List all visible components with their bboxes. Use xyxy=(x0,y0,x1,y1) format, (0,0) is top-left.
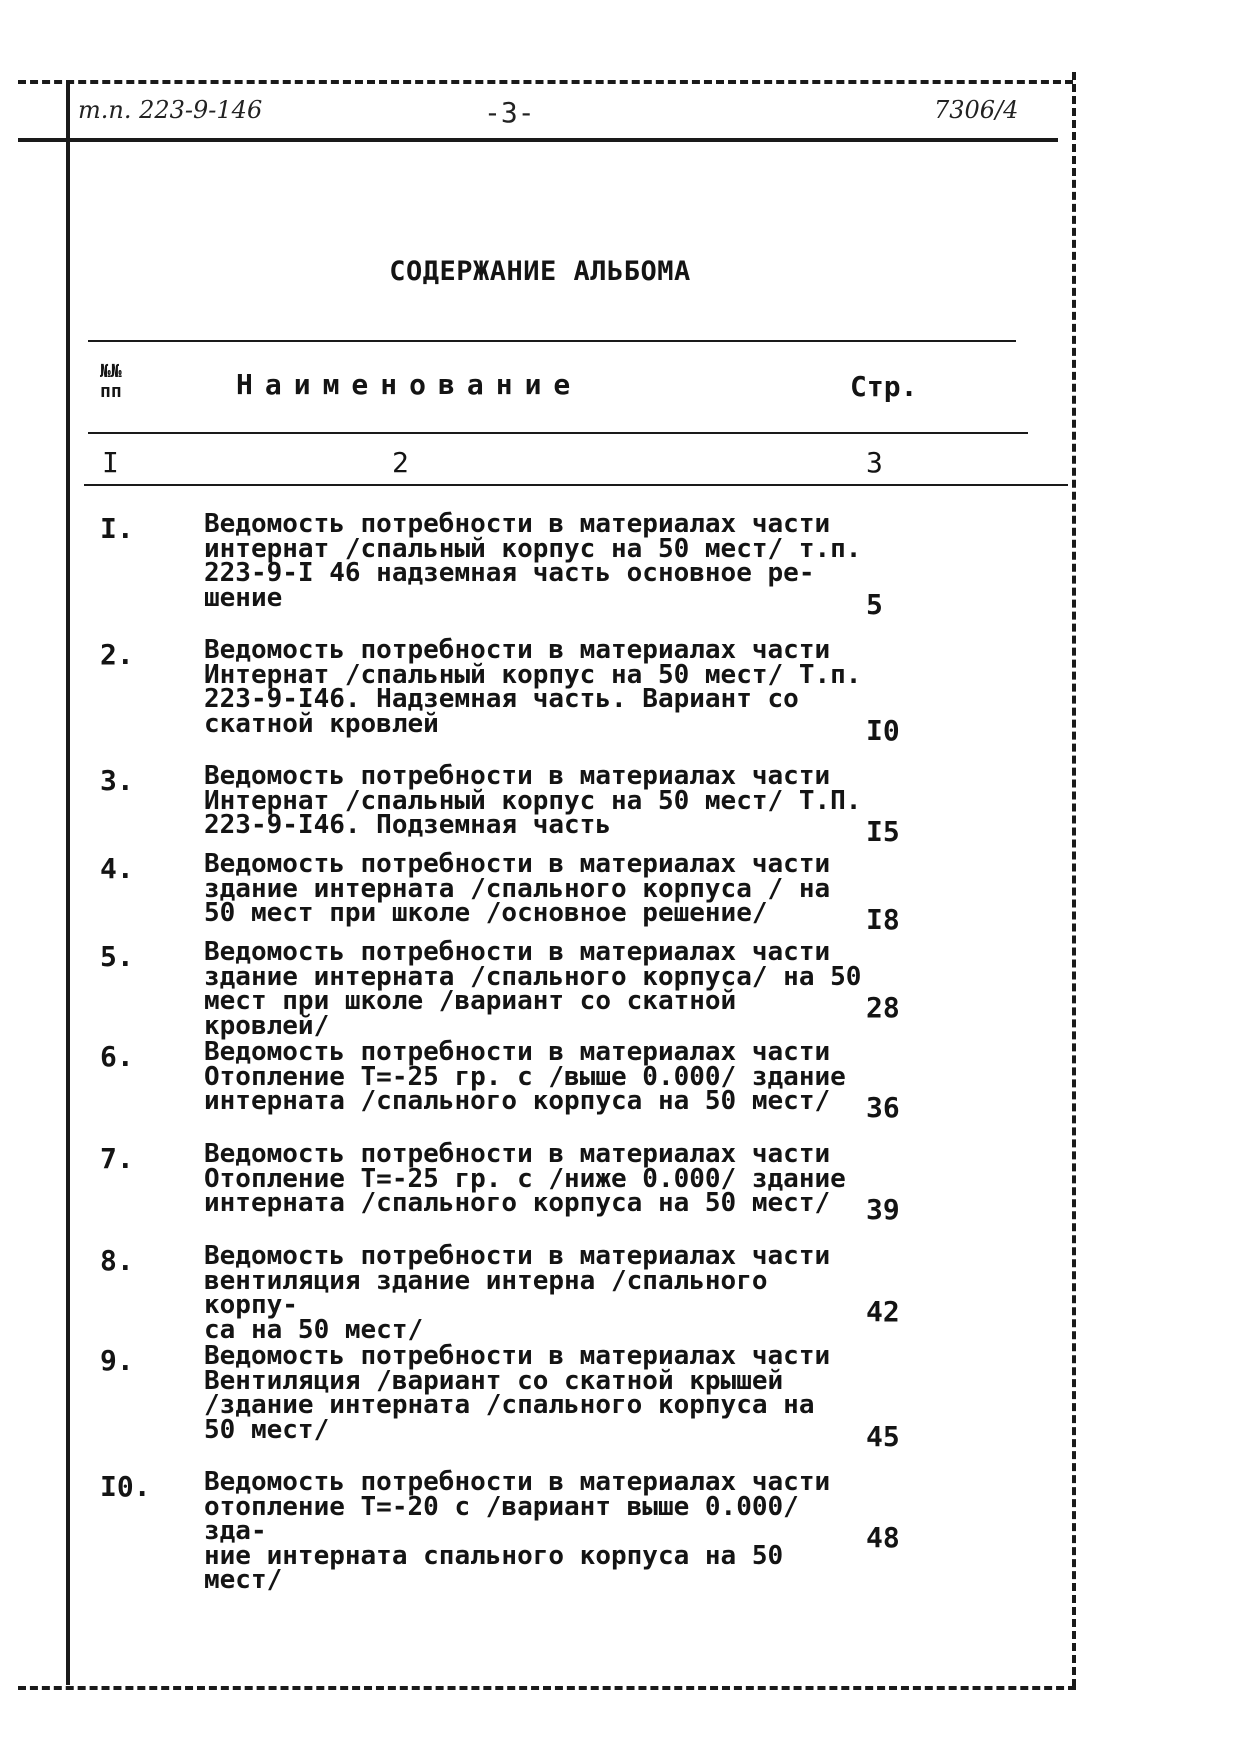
entry-number: 4. xyxy=(100,852,134,885)
entry-number: I0. xyxy=(100,1470,151,1503)
column-number-2: 2 xyxy=(392,446,409,479)
column-header-name: Наименование xyxy=(236,368,583,401)
frame-top-rule xyxy=(18,138,1058,142)
entry-page-number: 42 xyxy=(866,1295,900,1328)
entry-number: 9. xyxy=(100,1344,134,1377)
column-header-number: №№ пп xyxy=(100,361,122,402)
entry-title: Ведомость потребности в материалах части Отопление Т=-25 гр. с /ниже 0.000/ здание интерната /спального корпуса на 50 мест/ xyxy=(204,1139,846,1218)
entry-number: 6. xyxy=(100,1040,134,1073)
entry-number: 3. xyxy=(100,764,134,797)
column-number-3: 3 xyxy=(866,446,883,479)
entry-number: 5. xyxy=(100,940,134,973)
entry-title: Ведомость потребности в материалах части Интернат /спальный корпус на 50 мест/ Т.п. 223-9-I46. Надземная часть. Вариант со скатной кровлей xyxy=(204,635,862,739)
entry-page-number: 5 xyxy=(866,587,883,621)
entry-page-number: 28 xyxy=(866,991,900,1024)
page-number: -3- xyxy=(484,96,535,129)
page-title: СОДЕРЖАНИЕ АЛЬБОМА xyxy=(389,256,691,287)
entry-title: Ведомость потребности в материалах части интернат /спальный корпус на 50 мест/ т.п. 223-9-I 46 надземная часть основное ре- шение xyxy=(204,509,862,613)
entry-number: 7. xyxy=(100,1142,134,1175)
table-top-rule xyxy=(88,340,1016,342)
entry-page-number: 48 xyxy=(866,1521,900,1554)
table-header-rule xyxy=(88,432,1028,434)
entry-page-number: I5 xyxy=(866,815,900,848)
entry-title: Ведомость потребности в материалах части вентиляция здание интерна /спального корпу- са на 50 мест/ xyxy=(204,1241,831,1345)
column-number-1: I xyxy=(102,446,119,479)
entry-title: Ведомость потребности в материалах части Вентиляция /вариант со скатной крышей /здание интерната /спального корпуса на 50 мест/ xyxy=(204,1341,831,1445)
entry-title: Ведомость потребности в материалах части здание интерната /спального корпуса/ на 50 мест при школе /вариант со скатной кровлей/ xyxy=(204,937,862,1041)
entry-page-number: I0 xyxy=(866,713,900,747)
frame-left-border xyxy=(66,80,70,1685)
frame-bottom-border xyxy=(18,1686,1076,1690)
frame-top-border xyxy=(18,80,1073,84)
column-header-page: Стр. xyxy=(850,370,918,403)
entry-title: Ведомость потребности в материалах части Отопление Т=-25 гр. с /выше 0.000/ здание интерната /спального корпуса на 50 мест/ xyxy=(204,1037,846,1116)
entry-page-number: I8 xyxy=(866,903,900,936)
entry-title: Ведомость потребности в материалах части Интернат /спальный корпус на 50 мест/ Т.П. 223-9-I46. Подземная часть xyxy=(204,761,862,840)
entry-number: 2. xyxy=(100,638,134,671)
entry-number: I. xyxy=(100,512,134,545)
entry-title: Ведомость потребности в материалах части отопление Т=-20 с /вариант выше 0.000/ зда- ние интерната спального корпуса на 50 мест/ xyxy=(204,1467,831,1595)
entry-page-number: 45 xyxy=(866,1419,900,1453)
entry-page-number: 39 xyxy=(866,1193,900,1226)
entry-number: 8. xyxy=(100,1244,134,1277)
column-number-rule xyxy=(84,484,1068,486)
document-code: т.п. 223-9-146 xyxy=(78,96,263,124)
entry-title: Ведомость потребности в материалах части здание интерната /спального корпуса / на 50 мест при школе /основное решение/ xyxy=(204,849,831,928)
frame-right-border xyxy=(1072,72,1076,1687)
archive-number: 7306/4 xyxy=(934,96,1019,124)
entry-page-number: 36 xyxy=(866,1091,900,1124)
